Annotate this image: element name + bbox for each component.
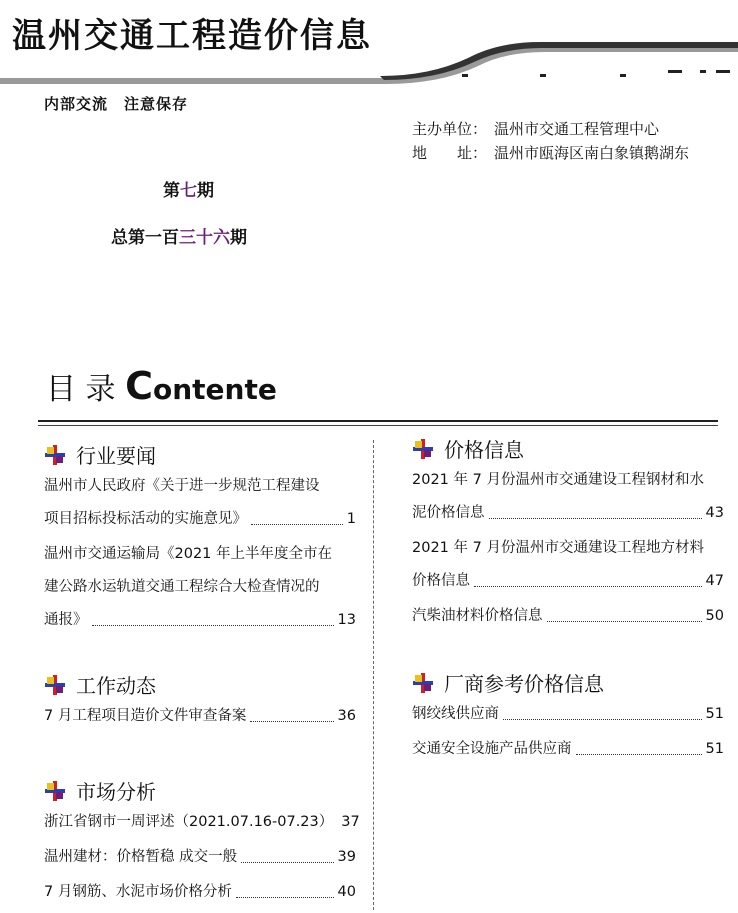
- toc-entry-lastline: [44, 503, 356, 536]
- dot-leader: [251, 523, 343, 525]
- toc-entry-page: 43: [705, 505, 724, 521]
- section-heading: [44, 670, 156, 699]
- toc-entry-lastline: [44, 604, 356, 637]
- sponsor-address-label: 地 址：: [412, 144, 488, 162]
- toc-entry-lastline: [412, 733, 724, 766]
- toc-entry-page: 50: [705, 608, 724, 624]
- toc-entry-text: 7 月钢筋、水泥市场价格分析: [44, 884, 232, 900]
- toc-entry-page: 37: [341, 814, 360, 830]
- sponsor-org-label: 主办单位：: [412, 120, 488, 138]
- toc-entry-lastline: [44, 806, 360, 839]
- toc-entry-page: 39: [337, 849, 356, 865]
- toc-entry-text: 钢绞线供应商: [412, 706, 499, 722]
- section-bullet-icon: [44, 780, 66, 802]
- toc-entry[interactable]: [44, 538, 356, 637]
- internal-notice: [44, 93, 188, 114]
- dot-leader: [547, 620, 702, 622]
- toc-entry-lastline: [44, 876, 356, 909]
- toc-entry-lastline: [44, 700, 356, 733]
- toc-divider-thin: [38, 425, 718, 426]
- dot-leader: [92, 624, 334, 626]
- toc-entry-text: 浙江省钢市一周评述（2021.07.16-07.23）: [44, 814, 334, 830]
- toc-title-cn: 目 录: [46, 372, 116, 407]
- toc-entry-page: 51: [705, 706, 724, 722]
- section-heading-text: 市场分析: [76, 780, 156, 804]
- toc-entry-text: 通报》: [44, 612, 88, 628]
- section-bullet-icon: [412, 672, 434, 694]
- issue-prefix: 第: [163, 181, 180, 201]
- dot-leader: [236, 896, 334, 898]
- section-bullet-icon: [412, 438, 434, 460]
- toc-entry-line: 2021 年 7 月份温州市交通建设工程地方材料: [412, 540, 704, 556]
- total-value: 三十六: [179, 228, 230, 248]
- issue-suffix: 期: [197, 181, 214, 201]
- toc-title: [46, 364, 277, 408]
- section-heading: [44, 440, 156, 469]
- sponsor-block: [412, 118, 689, 166]
- section-bullet-icon: [44, 674, 66, 696]
- toc-entry-page: 40: [337, 884, 356, 900]
- toc-entry-text: 价格信息: [412, 573, 470, 589]
- section-heading: [412, 434, 524, 463]
- section-heading-text: 行业要闻: [76, 444, 156, 468]
- toc-entry-page: 1: [346, 511, 356, 527]
- dot-leader: [250, 720, 333, 722]
- dot-leader: [474, 585, 702, 587]
- toc-entry-lastline: [412, 565, 724, 598]
- toc-entry-lastline: [412, 600, 724, 633]
- masthead-title: 温州交通工程造价信息: [12, 16, 372, 56]
- toc-entry-text: 泥价格信息: [412, 505, 485, 521]
- toc-entry[interactable]: [44, 700, 356, 733]
- internal-exchange-label: 内部交流: [44, 95, 109, 113]
- toc-entry-line: 2021 年 7 月份温州市交通建设工程钢材和水: [412, 472, 704, 488]
- section-heading-text: 价格信息: [444, 438, 524, 462]
- toc-entry-page: 47: [705, 573, 724, 589]
- sponsor-address-value: 温州市瓯海区南白象镇鹅湖东: [494, 144, 690, 162]
- dot-leader: [576, 753, 702, 755]
- toc-entry[interactable]: [44, 806, 360, 839]
- toc-entry-lastline: [412, 698, 724, 731]
- total-prefix: 总第一百: [111, 228, 179, 248]
- dot-leader: [503, 718, 702, 720]
- dot-leader: [489, 517, 702, 519]
- section-heading-text: 工作动态: [76, 674, 156, 698]
- keep-safe-label: 注意保存: [124, 95, 189, 113]
- toc-entry-lastline: [44, 841, 356, 874]
- toc-entry-line: 温州市人民政府《关于进一步规范工程建设: [44, 478, 320, 494]
- toc-entry[interactable]: [44, 876, 356, 909]
- toc-entry-text: 项目招标投标活动的实施意见》: [44, 511, 247, 527]
- issue-number: [163, 176, 214, 201]
- total-issue-number: [111, 223, 247, 248]
- sponsor-org-row: [412, 118, 689, 142]
- issue-value: 七: [180, 181, 197, 201]
- total-suffix: 期: [230, 228, 247, 248]
- section-bullet-icon: [44, 444, 66, 466]
- dot-leader: [241, 861, 333, 863]
- toc-entry[interactable]: [44, 470, 356, 536]
- toc-title-c: C: [125, 364, 153, 408]
- toc-entry-lastline: [412, 497, 724, 530]
- sponsor-address-row: [412, 142, 689, 166]
- section-heading: [412, 668, 604, 697]
- toc-entry[interactable]: [44, 841, 356, 874]
- toc-entry[interactable]: [412, 464, 724, 530]
- toc-entry[interactable]: [412, 532, 724, 598]
- toc-entry[interactable]: [412, 733, 724, 766]
- toc-entry-text: 温州建材：价格暂稳 成交一般: [44, 849, 238, 865]
- toc-entry[interactable]: [412, 698, 724, 731]
- toc-entry-text: 汽柴油材料价格信息: [412, 608, 543, 624]
- toc-entry-page: 13: [337, 612, 356, 628]
- section-heading-text: 厂商参考价格信息: [444, 672, 604, 696]
- toc-divider-thick: [38, 420, 718, 422]
- toc-title-rest: ontente: [152, 373, 277, 406]
- toc-entry-line: 建公路水运轨道交通工程综合大检查情况的: [44, 579, 320, 595]
- section-heading: [44, 776, 156, 805]
- masthead-swoosh: [0, 40, 738, 84]
- toc-entry-page: 36: [337, 708, 356, 724]
- toc-entry-text: 7 月工程项目造价文件审查备案: [44, 708, 247, 724]
- sponsor-org-value: 温州市交通工程管理中心: [494, 120, 660, 138]
- toc-entry-text: 交通安全设施产品供应商: [412, 741, 572, 757]
- toc-entry-page: 51: [705, 741, 724, 757]
- toc-entry[interactable]: [412, 600, 724, 633]
- column-divider: [373, 440, 374, 910]
- toc-entry-line: 温州市交通运输局《2021 年上半年度全市在: [44, 546, 333, 562]
